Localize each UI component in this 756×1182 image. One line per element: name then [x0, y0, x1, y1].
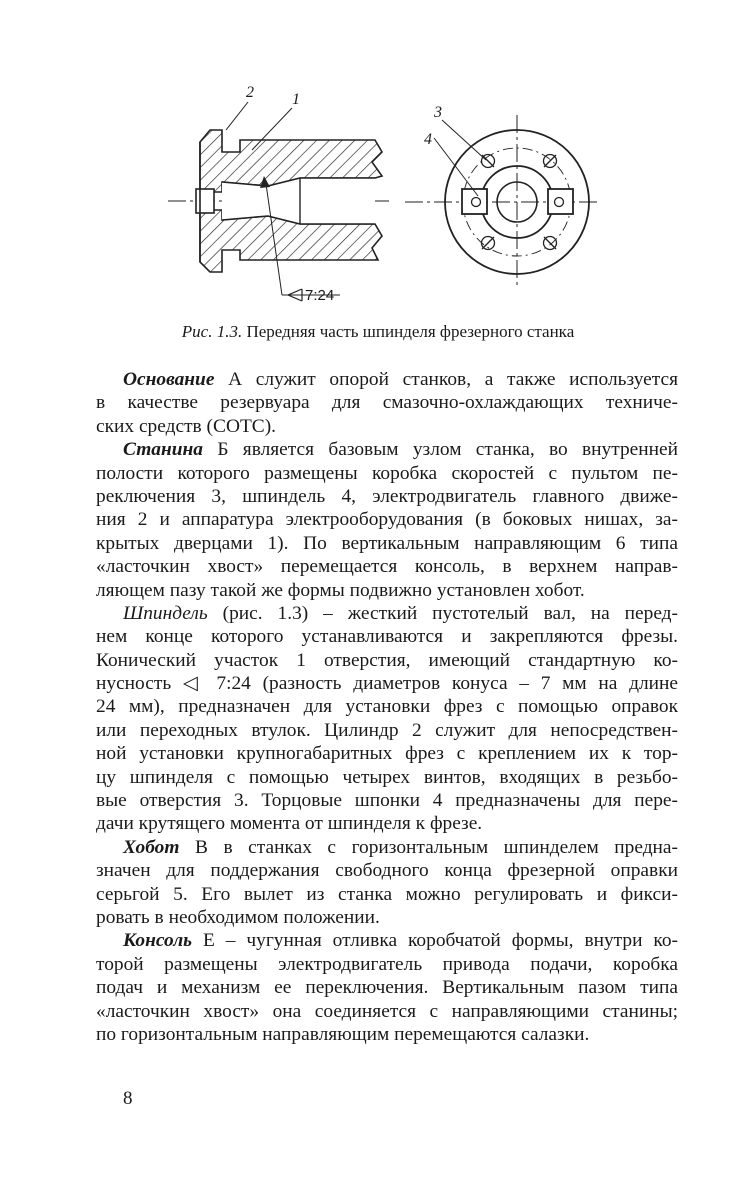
- term-spindle: Шпиндель: [123, 602, 208, 624]
- label-1: 1: [292, 91, 300, 108]
- figure-caption: [0, 322, 756, 342]
- page-number: 8: [123, 1088, 133, 1109]
- caption-text: Передняя часть шпинделя фрезерного станка: [246, 322, 575, 341]
- paragraph-knee: Консоль Е – чугунная отливка коробчатой формы, внутри ко- торой размещены электродвигатель привода подачи, коробка подач и механизм ее переключения. Вертикальным пазом типа «ласточкин хвост» она соединяется с направляющими станины; по горизонтальным направляющим перемещаются салазки.: [96, 930, 678, 1045]
- label-4: 4: [424, 131, 432, 148]
- label-2: 2: [246, 84, 254, 101]
- paragraph-base: Основание А служит опорой станков, а также используется в качестве резервуара для смазочно-охлаждающих техниче- ских средств (СОТС).: [96, 369, 678, 437]
- body-text: [96, 368, 678, 1046]
- paragraph-spindle: Шпиндель (рис. 1.3) – жесткий пустотелый вал, на перед- нем конце которого устанавливаются и закрепляются фрезы. Конический участок 1 отверстия, имеющий стандартную ко- нусность ◁ 7:24 (разность диаметров конуса – 7 мм на длине 24 мм), предназначен для установки фрез с помощью оправок или переходных втулок. Цилиндр 2 служит для непосредствен- ной установки крупногабаритных фрез с креплением их к тор- цу шпинделя с помощью четырех винтов, входящих в резьбо- вые отверстия 3. Торцовые шпонки 4 предназначены для пере- дачи крутящего момента от шпинделя к фрезе.: [96, 602, 678, 835]
- paragraph-bed: Станина Б является базовым узлом станка, во внутренней полости которого размещены коробка скоростей с пультом пе- реключения 3, шпиндель 4, электродвигатель главного движе- ния 2 и аппаратура электрооборудования (в боковых нишах, за- крытых дверцами 1). По вертикальным направляющим 6 типа «ласточкин хвост» перемещается консоль, в верхнем направ- ляющем пазу такой же формы подвижно установлен хобот.: [96, 439, 678, 601]
- term-bed: Станина: [123, 439, 203, 461]
- taper-ratio-label: 7:24: [305, 287, 335, 304]
- term-base: Основание: [123, 369, 215, 390]
- term-knee: Консоль: [123, 930, 193, 952]
- term-overarm: Хобот: [123, 836, 180, 858]
- spindle-drawing: [160, 80, 600, 315]
- caption-number: Рис. 1.3.: [181, 322, 243, 341]
- paragraph-overarm: Хобот В в станках с горизонтальным шпинделем предна- значен для поддержания свободного конца фрезерной оправки серьгой 5. Его вылет из станка можно регулировать и фикси- ровать в необходимом положении.: [96, 836, 678, 928]
- spindle-section-view: [168, 84, 392, 304]
- spindle-figure: [160, 80, 600, 315]
- label-3: 3: [434, 104, 442, 121]
- spindle-end-view: [405, 104, 600, 285]
